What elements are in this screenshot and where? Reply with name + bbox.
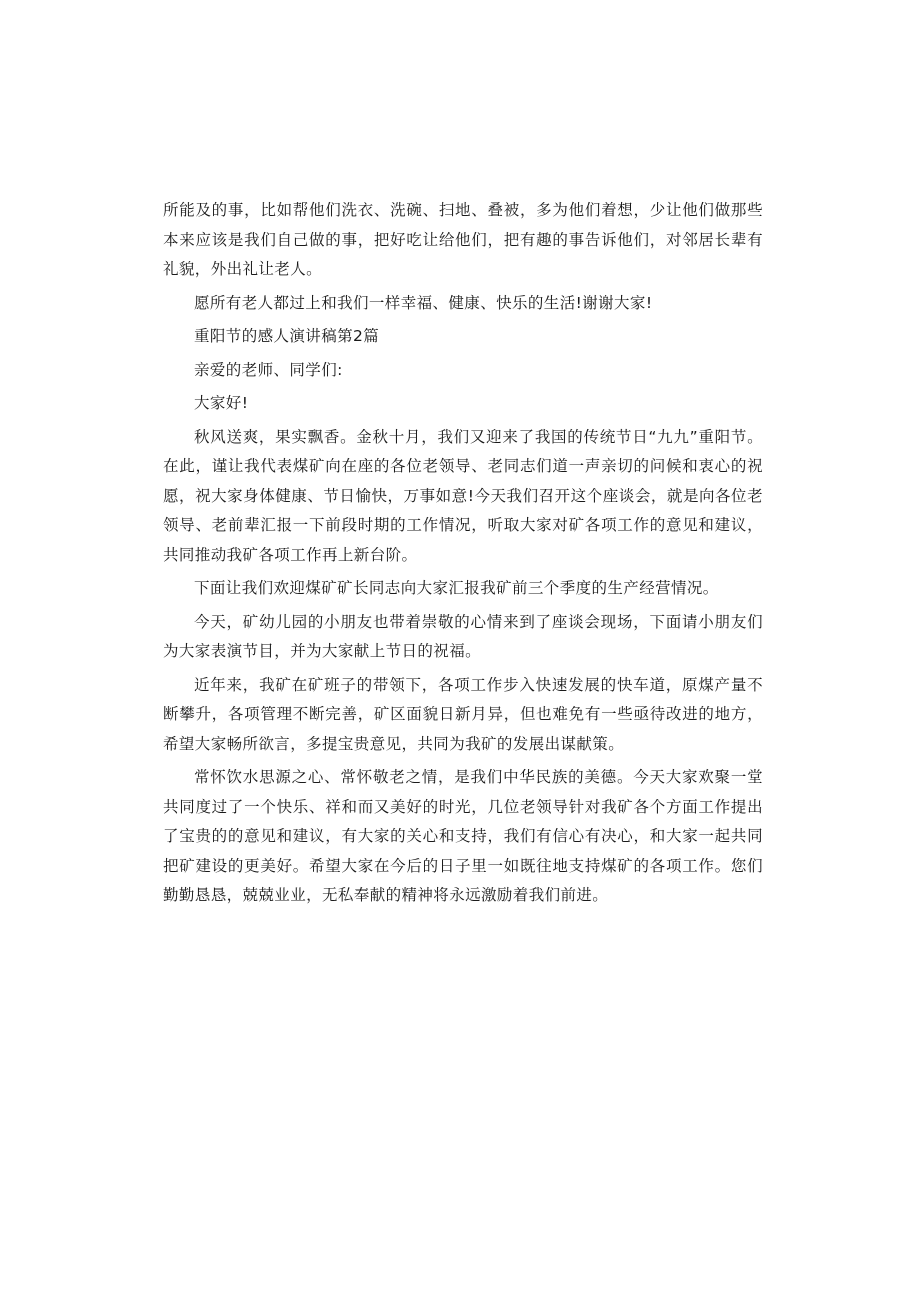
paragraph-opening: 秋风送爽，果实飘香。金秋十月，我们又迎来了我国的传统节日“九九”重阳节。在此，谨让我代表煤矿向在座的各位老领导、老同志们道一声亲切的问候和衷心的祝愿，祝大家身体健康、节日愉快，万事如意!今天我们召开这个座谈会，就是向各位老领导、老前辈汇报一下前段时期的工作情况，听取大家对矿各项工作的意见和建议，共同推动我矿各项工作再上新台阶。 [163, 427, 763, 564]
paragraph-continuation: 所能及的事，比如帮他们洗衣、洗碗、扫地、叠被，多为他们着想，少让他们做那些本来应该是我们自己做的事，把好吃让给他们，把有趣的事告诉他们，对邻居长辈有礼貌，外出礼让老人。 [163, 201, 763, 278]
greeting: 大家好! [194, 394, 249, 412]
salutation: 亲爱的老师、同学们: [194, 360, 343, 379]
paragraph-wish: 愿所有老人都过上和我们一样幸福、健康、快乐的生活!谢谢大家! [194, 293, 653, 312]
document-body [163, 196, 763, 911]
paragraph-report: 下面让我们欢迎煤矿矿长同志向大家汇报我矿前三个季度的生产经营情况。 [194, 579, 719, 597]
paragraph-closing: 常怀饮水思源之心、常怀敬老之情，是我们中华民族的美德。今天大家欢聚一堂共同度过了一个快乐、祥和而又美好的时光，几位老领导针对我矿各个方面工作提出了宝贵的的意见和建议，有大家的关心和支持，我们有信心有决心，和大家一起共同把矿建设的更美好。希望大家在今后的日子里一如既往地支持煤矿的各项工作。您们勤勤恳恳，兢兢业业，无私奉献的精神将永远激励着我们前进。 [163, 768, 763, 904]
speech-heading: 重阳节的感人演讲稿第2篇 [194, 327, 380, 345]
paragraph-progress: 近年来，我矿在矿班子的带领下，各项工作步入快速发展的快车道，原煤产量不断攀升，各项管理不断完善，矿区面貌日新月异，但也难免有一些亟待改进的地方，希望大家畅所欲言，多提宝贵意见，共同为我矿的发展出谋献策。 [163, 675, 763, 753]
paragraph-children: 今天，矿幼儿园的小朋友也带着崇敬的心情来到了座谈会现场，下面请小朋友们为大家表演节目，并为大家献上节日的祝福。 [163, 612, 763, 660]
